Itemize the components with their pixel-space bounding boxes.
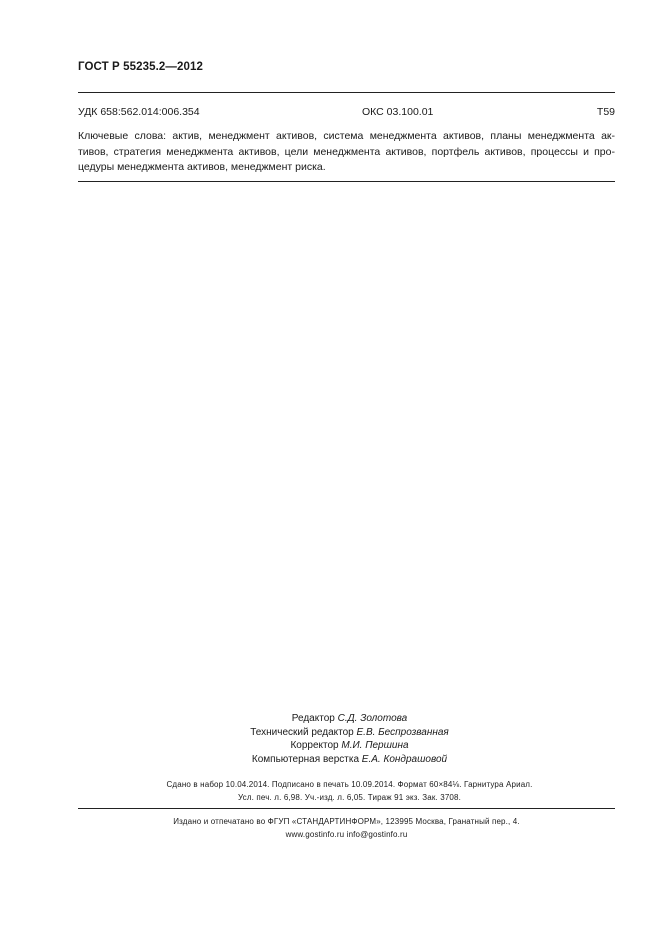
credit-layout <box>19 753 661 767</box>
imprint-line-2: Усл. печ. л. 6,98. Уч.-изд. л. 6,05. Тираж 91 экз. Зак. 3708. <box>237 792 462 802</box>
keywords-paragraph <box>78 129 615 176</box>
t-code: Т59 <box>596 106 615 118</box>
credits-block <box>0 712 661 766</box>
keywords-line-2: тивов, стратегия менеджмента активов, цели менеджмента активов, портфель активов, процессы и про- <box>78 145 615 158</box>
tech-editor-name: Е.В. Беспрозванная <box>356 726 449 738</box>
divider-keywords <box>78 181 615 182</box>
imprint-line-1: Сдано в набор 10.04.2014. Подписано в печать 10.09.2014. Формат 60×84⅛. Гарнитура Ариал. <box>166 780 533 789</box>
udk-code: УДК 658:562.014:006.354 <box>78 106 200 118</box>
layout-name: Е.А. Кондрашовой <box>361 753 448 765</box>
publisher-line-1: Издано и отпечатано во ФГУП «СТАНДАРТИНФОРМ», 123995 Москва, Гранатный пер., 4. <box>173 817 520 826</box>
tech-editor-role: Технический редактор <box>250 726 354 738</box>
classification-row <box>78 106 615 120</box>
imprint-block <box>0 779 661 804</box>
document-code: ГОСТ Р 55235.2—2012 <box>78 61 203 73</box>
credit-corrector <box>19 739 661 753</box>
credit-tech-editor <box>19 726 661 740</box>
divider-imprint <box>78 808 615 809</box>
keywords-line-1: Ключевые слова: актив, менеджмент активов, система менеджмента активов, планы менеджмента ак- <box>78 130 615 142</box>
oks-code: ОКС 03.100.01 <box>362 106 434 118</box>
keywords-line-3: цедуры менеджмента активов, менеджмент риска. <box>78 161 326 173</box>
layout-role: Компьютерная верстка <box>251 753 360 765</box>
editor-name: С.Д. Золотова <box>337 713 408 724</box>
corrector-name: М.И. Першина <box>341 740 409 751</box>
credit-editor <box>19 712 661 726</box>
publisher-line-2: www.gostinfo.ru info@gostinfo.ru <box>285 829 408 839</box>
divider-top <box>78 92 615 93</box>
editor-role: Редактор <box>291 713 335 724</box>
publisher-block <box>0 816 661 841</box>
corrector-role: Корректор <box>290 740 339 751</box>
